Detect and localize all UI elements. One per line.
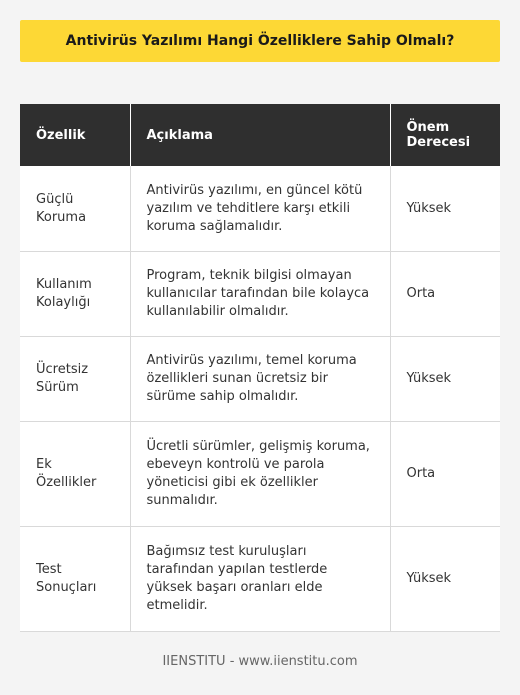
- footer-credit: IIENSTITU - www.iienstitu.com: [162, 654, 358, 669]
- importance-cell: Yüksek: [390, 337, 500, 422]
- importance-cell: Orta: [390, 422, 500, 527]
- column-header-description: Açıklama: [130, 104, 390, 166]
- table-row: [20, 422, 500, 527]
- feature-cell: Ücretsiz Sürüm: [20, 337, 130, 422]
- title-banner: [20, 20, 500, 62]
- table-row: [20, 252, 500, 337]
- table-row: [20, 337, 500, 422]
- page-title: Antivirüs Yazılımı Hangi Özelliklere Sahip Olmalı?: [65, 33, 455, 49]
- feature-cell: Test Sonuçları: [20, 527, 130, 632]
- feature-cell: Ek Özellikler: [20, 422, 130, 527]
- column-header-feature: Özellik: [20, 104, 130, 166]
- features-table: [20, 104, 500, 632]
- importance-cell: Yüksek: [390, 527, 500, 632]
- description-cell: Antivirüs yazılımı, temel koruma özellikleri sunan ücretsiz bir sürüme sahip olmalıdır.: [130, 337, 390, 422]
- description-cell: Antivirüs yazılımı, en güncel kötü yazılım ve tehditlere karşı etkili koruma sağlamalıdır.: [130, 166, 390, 252]
- description-cell: Program, teknik bilgisi olmayan kullanıcılar tarafından bile kolayca kullanılabilir olmalıdır.: [130, 252, 390, 337]
- feature-cell: Kullanım Kolaylığı: [20, 252, 130, 337]
- description-cell: Bağımsız test kuruluşları tarafından yapılan testlerde yüksek başarı oranları elde etmelidir.: [130, 527, 390, 632]
- importance-cell: Orta: [390, 252, 500, 337]
- column-header-importance: Önem Derecesi: [390, 104, 500, 166]
- feature-cell: Güçlü Koruma: [20, 166, 130, 252]
- description-cell: Ücretli sürümler, gelişmiş koruma, ebeveyn kontrolü ve parola yöneticisi gibi ek özellikler sunmalıdır.: [130, 422, 390, 527]
- table-row: [20, 527, 500, 632]
- importance-cell: Yüksek: [390, 166, 500, 252]
- table-header-row: [20, 104, 500, 166]
- table-row: [20, 166, 500, 252]
